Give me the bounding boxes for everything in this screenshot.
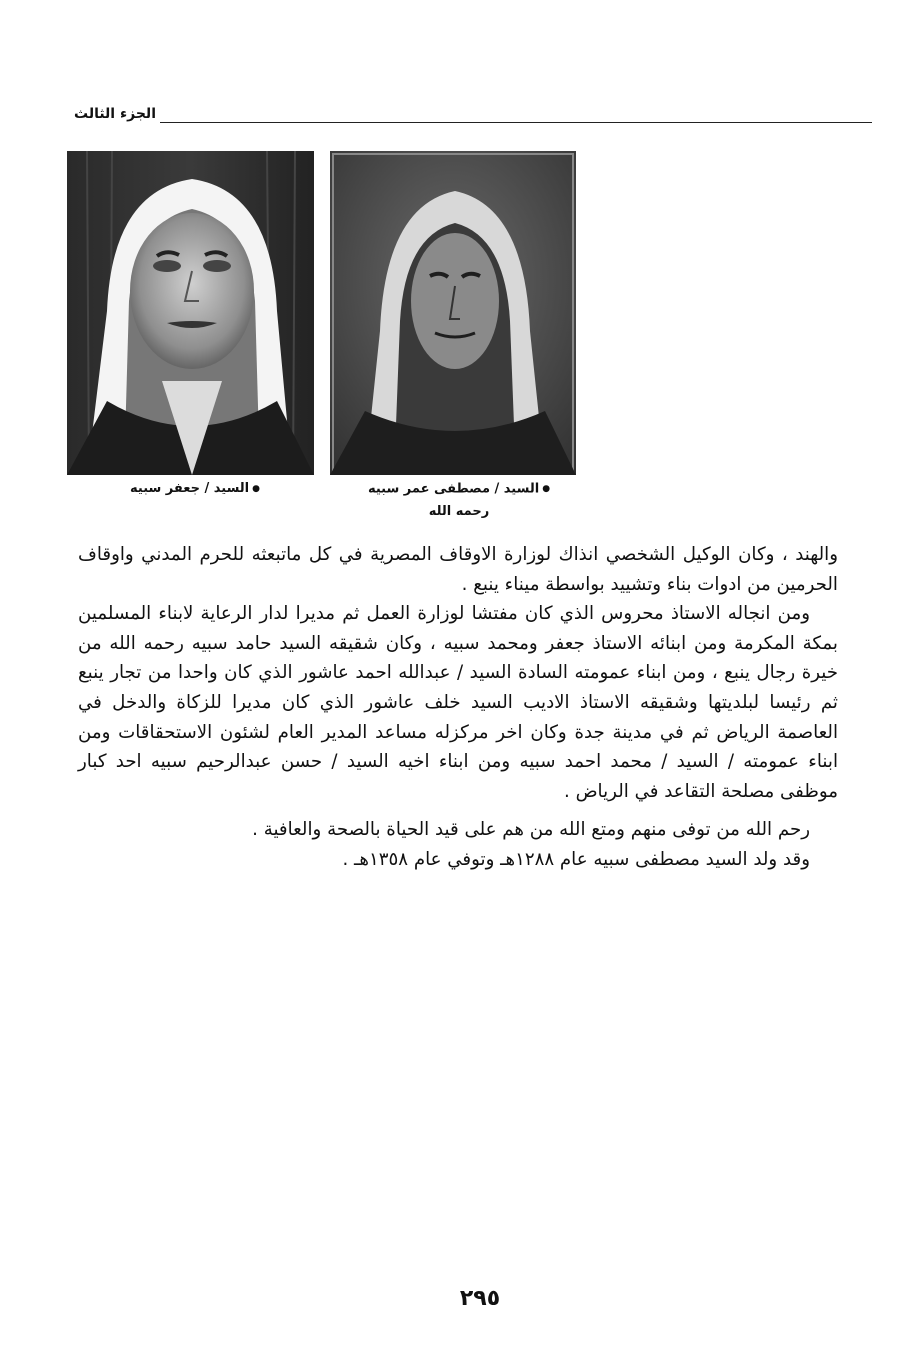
portrait-photo-mustafa <box>330 151 576 475</box>
paragraph-2: ومن انجاله الاستاذ محروس الذي كان مفتشا لوزارة العمل ثم مديرا لدار الرعاية لابناء المسلمين بمكة المكرمة ومن ابنائه الاستاذ جعفر ومحمد سبيه ، وكان شقيقه السيد حامد سبيه رحمه الله من خيرة رجال ينبع ، ومن ابناء عمومته السادة السيد / عبدالله احمد عاشور الذي كان واحدا من تجار ينبع ثم رئيسا لبلديتها وشقيقه الاستاذ الاديب السيد خلف عاشور الذي كان مديرا للزكاة والدخل في العاصمة الرياض ثم في مدينة جدة وكان اخر مركزله مساعد المدير العام لشئون الاستحقاقات ومن ابناء عمومته / السيد / محمد احمد سبيه ومن ابناء اخيه السيد / حسن عبدالرحيم سبيه احد كبار موظفى مصلحة التقاعد في الرياض . <box>78 603 838 802</box>
paragraph-3: رحم الله من توفى منهم ومتع الله من هم على قيد الحياة بالصحة والعافية . <box>252 819 810 841</box>
bullet-icon: ● <box>252 483 260 494</box>
running-header-title: الجزء الثالث <box>74 106 156 122</box>
caption-right-name: السيد / مصطفى عمر سبيه <box>367 481 540 497</box>
caption-right-note: رحمه الله <box>428 503 490 519</box>
bullet-icon: ● <box>542 484 551 494</box>
caption-left-name: السيد / جعفر سبيه <box>130 481 250 496</box>
caption-right-photo <box>344 478 574 523</box>
portrait-photo-jafar <box>67 151 314 475</box>
paragraph-4: وقد ولد السيد مصطفى سبيه عام ١٢٨٨هـ وتوفي عام ١٣٥٨هـ . <box>342 848 810 870</box>
page-number: ٢٩٥ <box>459 1286 501 1311</box>
header-rule <box>160 122 872 123</box>
caption-left-photo <box>80 481 310 496</box>
article-body <box>78 540 838 875</box>
paragraph-1: والهند ، وكان الوكيل الشخصي انذاك لوزارة الاوقاف المصرية في كل ماتبعثه للحرم المدني واوقاف الحرمين من ادوات بناء وتشييد بواسطة ميناء ينبع . <box>78 544 838 595</box>
